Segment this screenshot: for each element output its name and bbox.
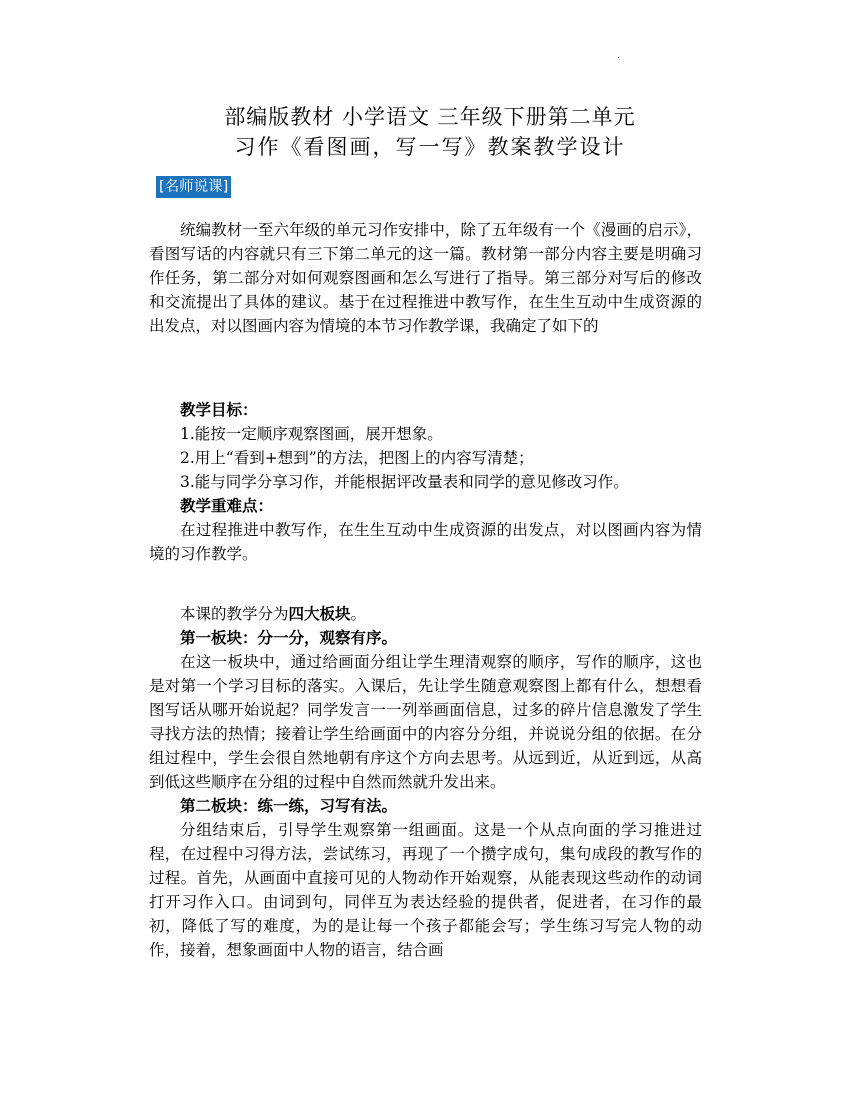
goal-item-2: 2.用上“看到+想到”的方法，把图上的内容写清楚； [180, 449, 534, 467]
intro-section [149, 218, 702, 338]
page-dot: . [617, 50, 621, 61]
lesson-section [149, 602, 702, 962]
section-badge: [名师说课] [156, 176, 231, 198]
document-title-line2: 习作《看图画，写一写》教案教学设计 [234, 135, 626, 159]
block2-heading: 第二板块：练一练，习写有法。 [180, 797, 398, 815]
goals-heading: 教学目标： [180, 401, 258, 419]
block1-paragraph: 在这一板块中，通过给画面分组让学生理清观察的顺序，写作的顺序，这也是对第一个学习目标的落实。入课后，先让学生随意观察图上都有什么，想想看图写话从哪开始说起？同学发言一一列举画面信息，过多的碎片信息激发了学生寻找方法的热情；接着让学生给画面中的内容分分组，并说说分组的依据。在分组过程中，学生会很自然地朝有序这个方向去思考。从远到近，从近到远，从高到低这些顺序在分组的过程中自然而然就升发出来。 [149, 653, 702, 791]
structure-line [149, 602, 702, 626]
block1-heading: 第一板块：分一分，观察有序。 [180, 629, 398, 647]
intro-paragraph: 统编教材一至六年级的单元习作安排中，除了五年级有一个《漫画的启示》，看图写话的内容就只有三下第二单元的这一篇。教材第一部分内容主要是明确习作任务，第二部分对如何观察图画和怎么写进行了指导。第三部分对写后的修改和交流提出了具体的建议。基于在过程推进中教写作，在生生互动中生成资源的出发点，对以图画内容为情境的本节习作教学课，我确定了如下的 [149, 221, 702, 335]
structure-emph: 四大板块 [288, 605, 351, 623]
goals-section [149, 398, 702, 566]
document-title-line1: 部编版教材 小学语文 三年级下册第二单元 [224, 105, 636, 129]
goal-item-3: 3.能与同学分享习作，并能根据评改量表和同学的意见修改习作。 [180, 473, 629, 491]
difficulty-paragraph: 在过程推进中教写作，在生生互动中生成资源的出发点，对以图画内容为情境的习作教学。 [149, 521, 702, 563]
difficulty-heading: 教学重难点： [180, 497, 274, 515]
block2-paragraph: 分组结束后，引导学生观察第一组画面。这是一个从点向面的学习推进过程，在过程中习得方法，尝试练习，再现了一个攒字成句，集句成段的教写作的过程。首先，从画面中直接可见的人物动作开始观察，从能表现这些动作的动词打开习作入口。由词到句，同伴互为表达经验的提供者，促进者，在习作的最初，降低了写的难度，为的是让每一个孩子都能会写；学生练习写完人物的动作，接着，想象画面中人物的语言，结合画 [149, 821, 702, 959]
goal-item-1: 1.能按一定顺序观察图画，展开想象。 [180, 425, 443, 443]
structure-prefix: 本课的教学分为 [180, 605, 289, 623]
structure-suffix: 。 [350, 605, 367, 623]
